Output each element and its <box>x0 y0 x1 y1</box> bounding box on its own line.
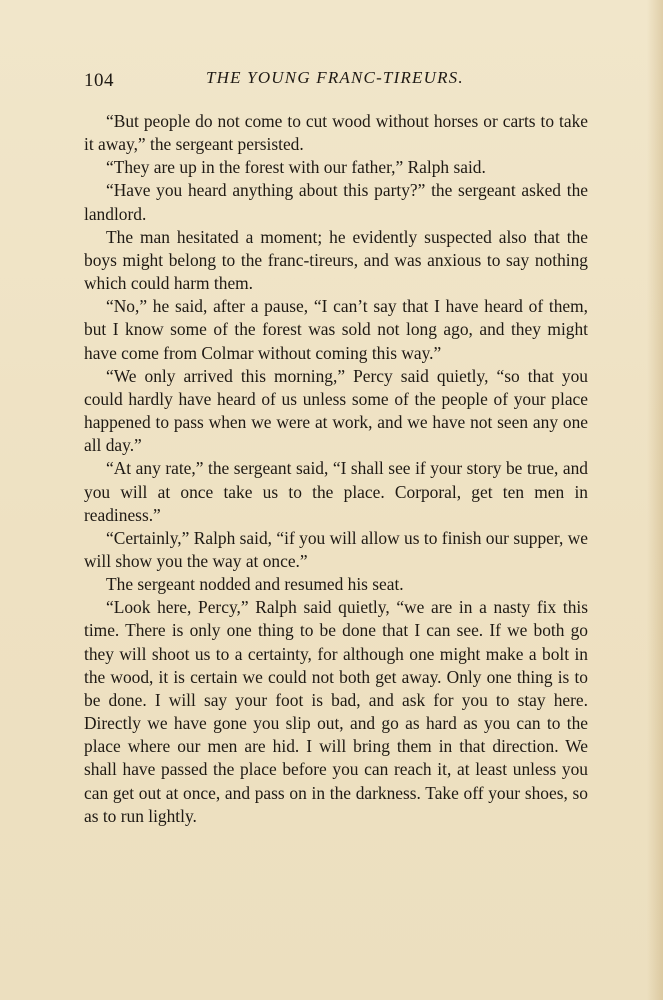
paragraph: “Look here, Percy,” Ralph said quietly, “we are in a nasty fix this time. There is only one thing to be done that I can see. If we both go they will shoot us to a certainty, for although one might make a bolt in the wood, it is certain we could not both get away. Only one thing is to be done. I will say your foot is bad, and ask for you to stay here. Directly we have gone you slip out, and go as hard as you can to the place where our men are hid. I will bring them in that direction. We shall have passed the place before you can reach it, at least unless you can get out at once, and pass on in the darkness. Take off your shoes, so as to run lightly. <box>84 597 588 826</box>
paragraph: The sergeant nodded and resumed his seat. <box>106 574 404 595</box>
paragraph: “They are up in the forest with our father,” Ralph said. <box>106 157 486 178</box>
page-edge-shadow <box>647 0 663 1000</box>
paragraph: “No,” he said, after a pause, “I can’t say that I have heard of them, but I know some of the forest was sold not long ago, and they might have come from Colmar without coming this way.” <box>84 296 588 363</box>
paragraph: “At any rate,” the sergeant said, “I shall see if your story be true, and you will at once take us to the place. Corporal, get ten men in readiness.” <box>84 458 588 525</box>
paragraph: The man hesitated a moment; he evidently suspected also that the boys might belong to the franc-tireurs, and was anxious to say nothing which could harm them. <box>84 226 588 294</box>
page-header <box>84 68 588 92</box>
running-head: THE YOUNG FRANC-TIREURS. <box>206 68 464 87</box>
body-text <box>84 110 588 828</box>
paragraph: “Have you heard anything about this party?” the sergeant asked the landlord. <box>84 180 588 224</box>
paragraph: “We only arrived this morning,” Percy said quietly, “so that you could hardly have heard of us unless some of the people of your place happened to pass when we were at work, and we have not seen any one all day.” <box>84 365 588 456</box>
paragraph: “But people do not come to cut wood without horses or carts to take it away,” the sergeant persisted. <box>84 111 588 155</box>
page-number: 104 <box>84 70 114 91</box>
paragraph: “Certainly,” Ralph said, “if you will allow us to finish our supper, we will show you the way at once.” <box>84 527 588 571</box>
